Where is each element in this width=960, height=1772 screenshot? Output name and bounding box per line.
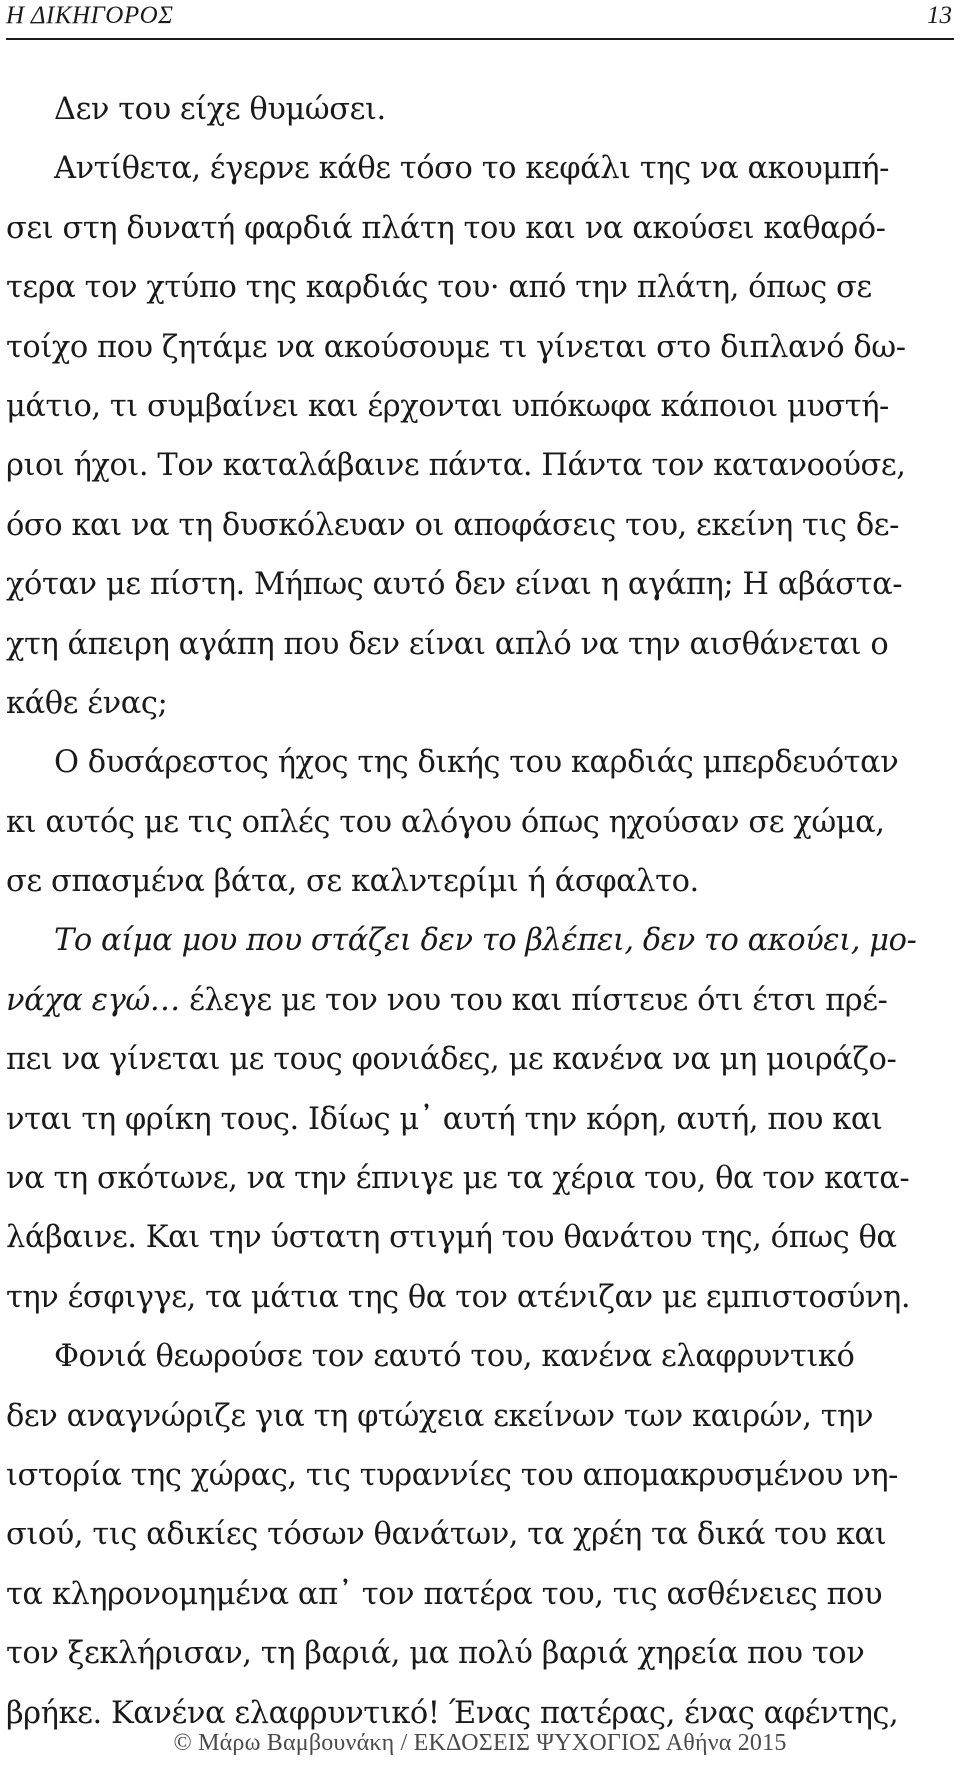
copyright-footer: © Μάρω Βαμβουνάκη / ΕΚΔΟΣΕΙΣ ΨΥΧΟΓΙΟΣ Αθήνα 2015 bbox=[173, 1730, 787, 1756]
text-line: πει να γίνεται με τους φονιάδες, με κανένα να μη μοιράζο- bbox=[6, 1042, 897, 1078]
text-line: τα κληρονομημένα απ᾽ τον πατέρα του, τις ασθένειες που bbox=[6, 1576, 883, 1612]
book-title: Η ΔΙΚΗΓΟΡΟΣ bbox=[6, 2, 174, 29]
text-line: όσο και να τη δυσκόλευαν οι αποφάσεις του, εκείνη τις δε- bbox=[6, 507, 899, 543]
page-number: 13 bbox=[927, 2, 952, 29]
text-line: σε σπασμένα βάτα, σε καλντερίμι ή άσφαλτο. bbox=[6, 864, 699, 900]
text-line: Το αίμα μου που στάζει δεν το βλέπει, δεν το ακούει, μο- bbox=[54, 923, 917, 959]
text-line: κι αυτός με τις οπλές του αλόγου όπως ηχούσαν σε χώμα, bbox=[6, 804, 885, 840]
text-line: λάβαινε. Και την ύστατη στιγμή του θανάτου της, όπως θα bbox=[6, 1220, 897, 1256]
body-text bbox=[6, 80, 960, 1743]
text-line: τερα τον χτύπο της καρδιάς του· από την πλάτη, όπως σε bbox=[6, 270, 872, 306]
text-line: χόταν με πίστη. Μήπως αυτό δεν είναι η αγάπη; Η αβάστα- bbox=[6, 567, 903, 603]
text-line: να τη σκότωνε, να την έπνιγε με τα χέρια του, θα τον κατα- bbox=[6, 1161, 910, 1197]
text-line: Δεν του είχε θυμώσει. bbox=[54, 92, 386, 127]
text-line bbox=[6, 971, 960, 1030]
text-line: χτη άπειρη αγάπη που δεν είναι απλό να την αισθάνεται ο bbox=[6, 626, 889, 662]
text-line: κάθε ένας; bbox=[6, 685, 168, 721]
text-line: τοίχο που ζητάμε να ακούσουμε τι γίνεται στο διπλανό δω- bbox=[6, 329, 906, 365]
text-line: Φονιά θεωρούσε τον εαυτό του, κανένα ελαφρυντικό bbox=[54, 1339, 855, 1375]
text-line: ιστορία της χώρας, τις τυραννίες του απομακρυσμένου νη- bbox=[6, 1457, 899, 1493]
italic-phrase: νάχα εγώ… bbox=[6, 982, 180, 1018]
text-line: την έσφιγγε, τα μάτια της θα τον ατένιζαν με εμπιστοσύνη. bbox=[6, 1279, 911, 1315]
text-line: μάτιο, τι συμβαίνει και έρχονται υπόκωφα κάποιοι μυστή- bbox=[6, 388, 889, 424]
text-line: Αντίθετα, έγερνε κάθε τόσο το κεφάλι της να ακουμπή- bbox=[54, 151, 889, 187]
text-line-rest: έλεγε με τον νου του και πίστευε ότι έτσι πρέ- bbox=[179, 982, 888, 1018]
text-line: σιού, τις αδικίες τόσων θανάτων, τα χρέη τα δικά του και bbox=[6, 1517, 887, 1553]
text-line: δεν αναγνώριζε για τη φτώχεια εκείνων των καιρών, την bbox=[6, 1398, 874, 1434]
text-line: σει στη δυνατή φαρδιά πλάτη του και να ακούσει καθαρό- bbox=[6, 210, 886, 246]
text-line: τον ξεκλήρισαν, τη βαριά, μα πολύ βαριά χηρεία που τον bbox=[6, 1636, 865, 1672]
text-line: βρήκε. Κανένα ελαφρυντικό! Ένας πατέρας, ένας αφέντης, bbox=[6, 1695, 899, 1731]
text-line: ριοι ήχοι. Τον καταλάβαινε πάντα. Πάντα τον κατανοούσε, bbox=[6, 448, 906, 484]
text-line: νται τη φρίκη τους. Ιδίως μ᾽ αυτή την κόρη, αυτή, που και bbox=[6, 1101, 883, 1137]
running-header bbox=[6, 0, 954, 40]
text-line: Ο δυσάρεστος ήχος της δικής του καρδιάς μπερδευόταν bbox=[54, 745, 899, 781]
